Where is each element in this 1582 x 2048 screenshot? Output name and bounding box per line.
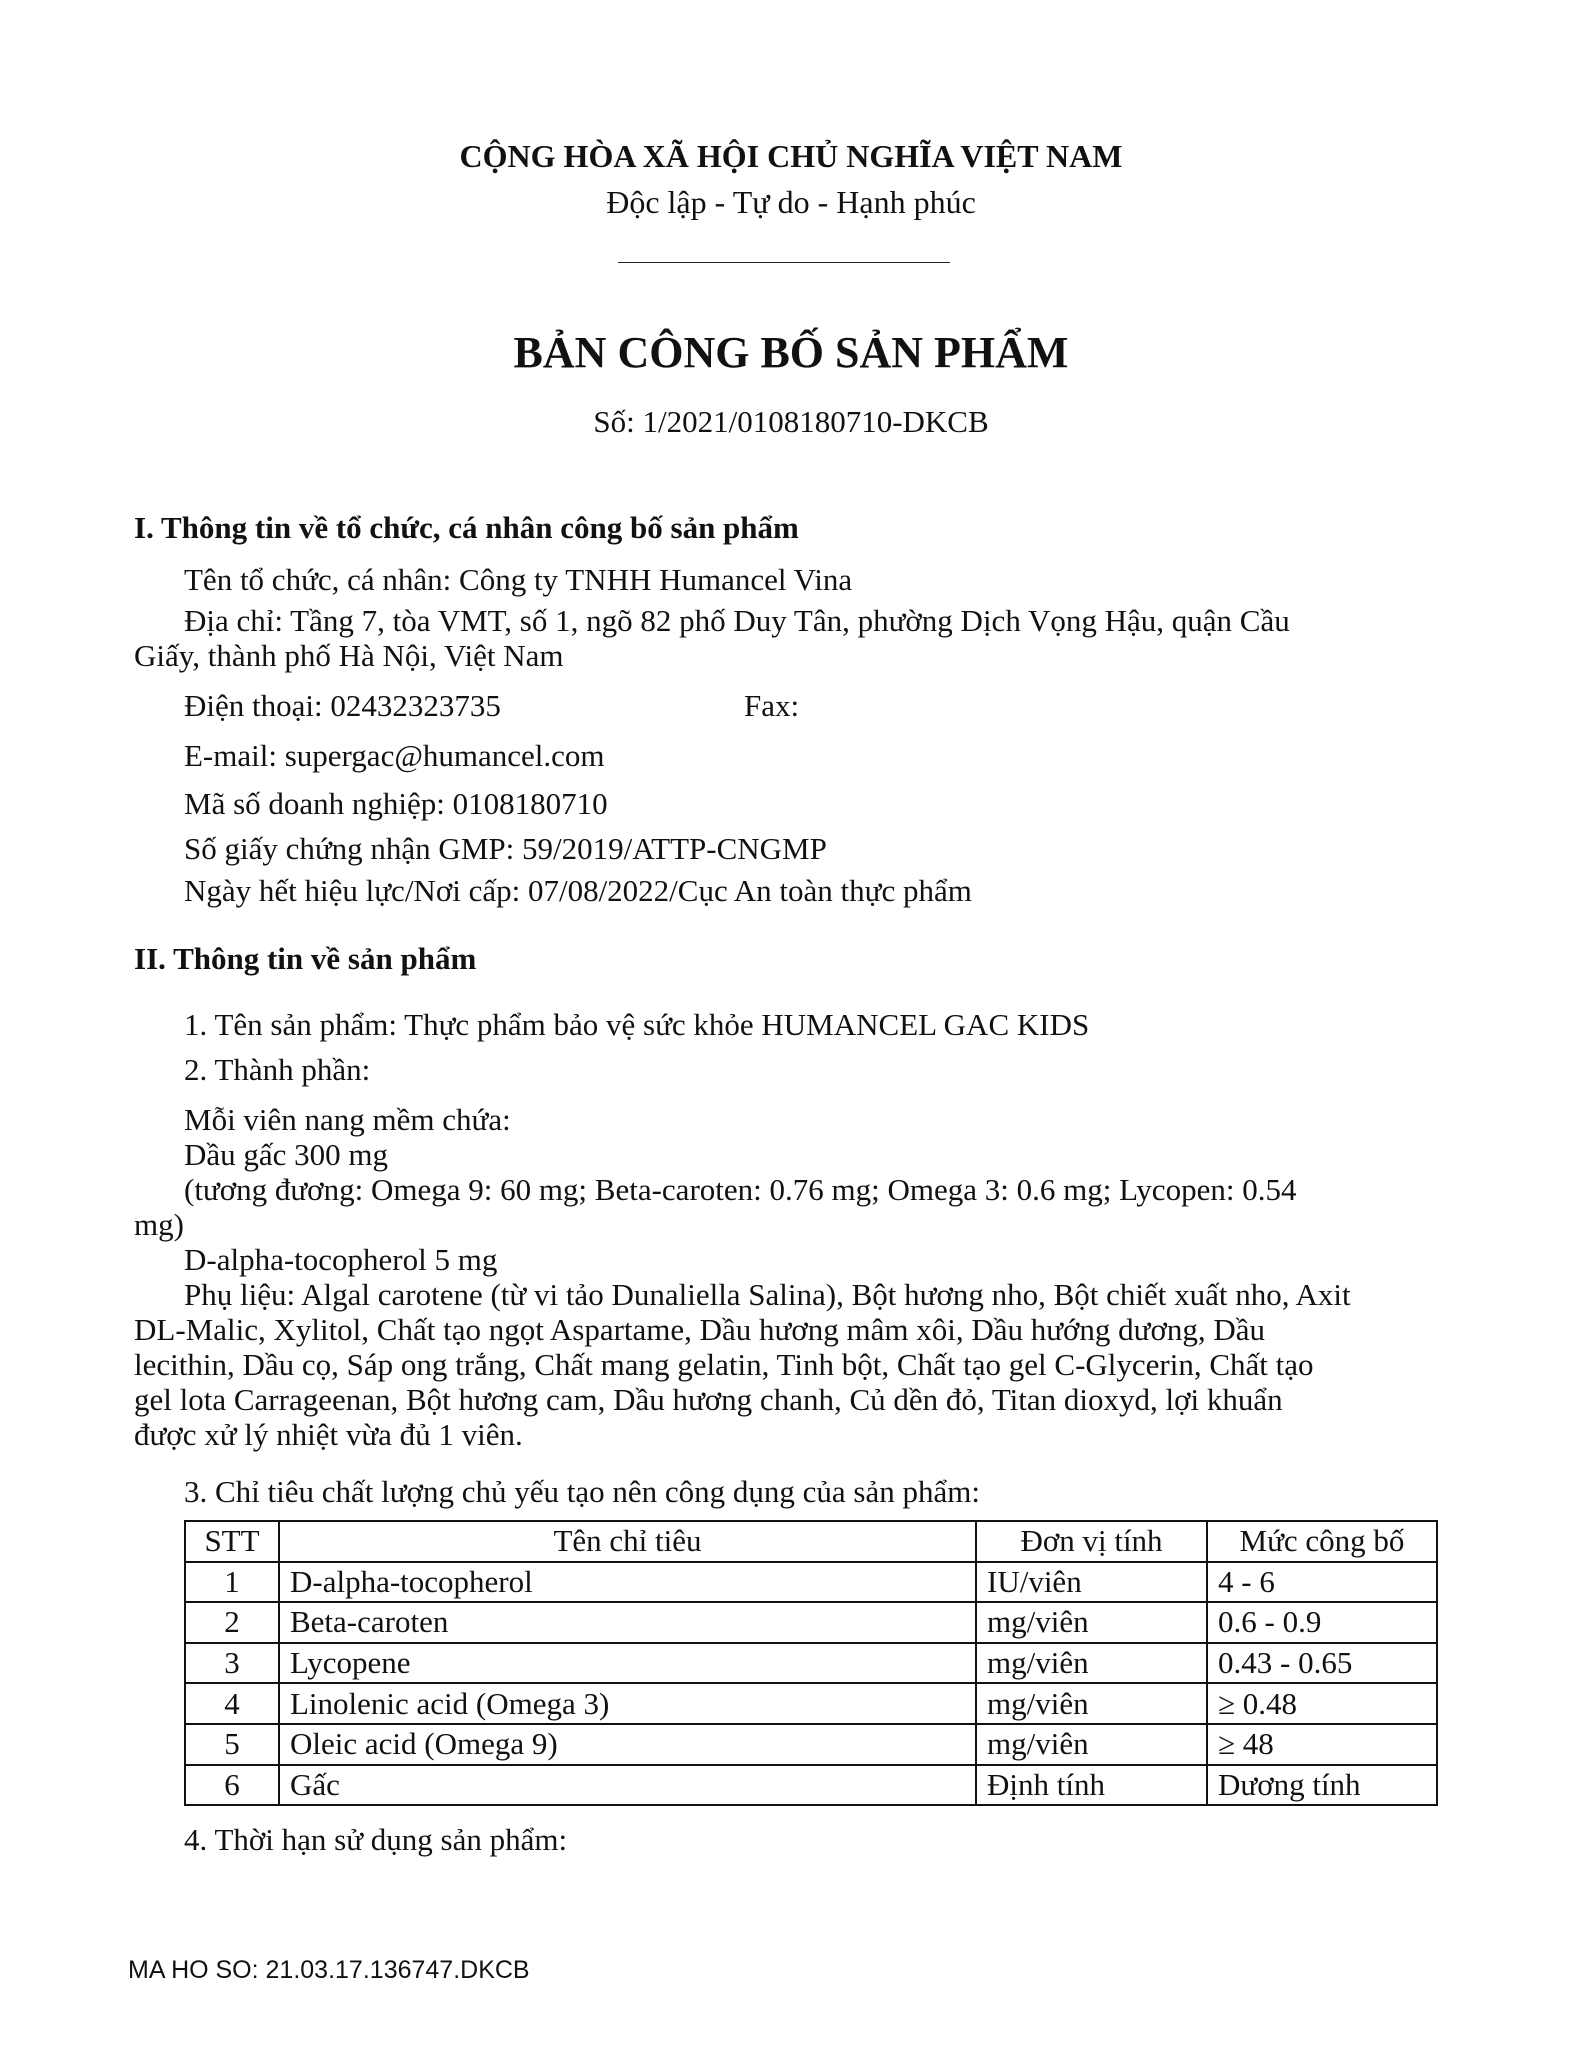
expiry-issuer: Ngày hết hiệu lực/Nơi cấp: 07/08/2022/Cục An toàn thực phẩm [184,873,972,908]
document-title: BẢN CÔNG BỐ SẢN PHẨM [513,328,1069,377]
composition-vitamin-e: D-alpha-tocopherol 5 mg [184,1242,498,1277]
cell-level: ≥ 48 [1207,1724,1437,1765]
cell-criterion: Beta-caroten [279,1602,976,1643]
table-row [185,1724,1437,1765]
cell-stt: 3 [185,1643,279,1684]
address-line2: Giấy, thành phố Hà Nội, Việt Nam [134,638,564,673]
cell-criterion: Lycopene [279,1643,976,1684]
cell-level: 4 - 6 [1207,1562,1437,1603]
cell-criterion: D-alpha-tocopherol [279,1562,976,1603]
cell-unit: mg/viên [976,1724,1207,1765]
document-number: Số: 1/2021/0108180710-DKCB [593,404,989,439]
quality-criteria-table [184,1520,1438,1806]
cell-criterion: Oleic acid (Omega 9) [279,1724,976,1765]
composition-intro: Mỗi viên nang mềm chứa: [184,1102,511,1137]
excipients-line5: được xử lý nhiệt vừa đủ 1 viên. [134,1417,523,1452]
col-header-stt: STT [185,1521,279,1562]
fax: Fax: [744,688,800,723]
table-row [185,1562,1437,1603]
section1-heading: I. Thông tin về tổ chức, cá nhân công bố sản phẩm [134,510,799,545]
table-row [185,1643,1437,1684]
cell-unit: mg/viên [976,1643,1207,1684]
table-row [185,1765,1437,1806]
phone: Điện thoại: 02432323735 [184,688,501,723]
cell-level: Dương tính [1207,1765,1437,1806]
col-header-declared-level: Mức công bố [1207,1521,1437,1562]
cell-level: 0.43 - 0.65 [1207,1643,1437,1684]
cell-stt: 1 [185,1562,279,1603]
excipients-line3: lecithin, Dầu cọ, Sáp ong trắng, Chất mang gelatin, Tinh bột, Chất tạo gel C-Glycerin, Chất tạo [134,1347,1314,1382]
cell-stt: 5 [185,1724,279,1765]
business-code: Mã số doanh nghiệp: 0108180710 [184,786,608,821]
motto: Độc lập - Tự do - Hạnh phúc [606,184,976,220]
table-row [185,1602,1437,1643]
address-line1: Địa chỉ: Tầng 7, tòa VMT, số 1, ngõ 82 phố Duy Tân, phường Dịch Vọng Hậu, quận Cầu [184,603,1290,638]
col-header-criterion: Tên chỉ tiêu [279,1521,976,1562]
cell-unit: Định tính [976,1765,1207,1806]
gmp-certificate: Số giấy chứng nhận GMP: 59/2019/ATTP-CNGMP [184,831,827,866]
excipients-line4: gel lota Carrageenan, Bột hương cam, Dầu hương chanh, Củ dền đỏ, Titan dioxyd, lợi khuẩn [134,1382,1283,1417]
cell-unit: mg/viên [976,1683,1207,1724]
product-name: 1. Tên sản phẩm: Thực phẩm bảo vệ sức khỏe HUMANCEL GAC KIDS [184,1007,1090,1042]
cell-level: 0.6 - 0.9 [1207,1602,1437,1643]
cell-stt: 6 [185,1765,279,1806]
header-divider [618,262,950,263]
email: E-mail: supergac@humancel.com [184,738,605,773]
composition-gac-oil: Dầu gấc 300 mg [184,1137,389,1172]
cell-criterion: Gấc [279,1765,976,1806]
composition-label: 2. Thành phần: [184,1052,371,1087]
section2-heading: II. Thông tin về sản phẩm [134,941,477,976]
cell-unit: mg/viên [976,1602,1207,1643]
composition-equivalent-line1: (tương đương: Omega 9: 60 mg; Beta-caroten: 0.76 mg; Omega 3: 0.6 mg; Lycopen: 0.54 [184,1172,1297,1207]
shelf-life-label: 4. Thời hạn sử dụng sản phẩm: [184,1822,568,1857]
excipients-line2: DL-Malic, Xylitol, Chất tạo ngọt Aspartame, Dầu hương mâm xôi, Dầu hướng dương, Dầu [134,1312,1266,1347]
nation-heading: CỘNG HÒA XÃ HỘI CHỦ NGHĨA VIỆT NAM [459,138,1123,174]
quality-criteria-label: 3. Chỉ tiêu chất lượng chủ yếu tạo nên công dụng của sản phẩm: [184,1474,980,1509]
excipients-line1: Phụ liệu: Algal carotene (từ vi tảo Dunaliella Salina), Bột hương nho, Bột chiết xuất nho, Axit [184,1277,1351,1312]
cell-level: ≥ 0.48 [1207,1683,1437,1724]
cell-criterion: Linolenic acid (Omega 3) [279,1683,976,1724]
table-header-row [185,1521,1437,1562]
cell-stt: 2 [185,1602,279,1643]
dossier-code: MA HO SO: 21.03.17.136747.DKCB [128,1956,530,1984]
cell-unit: IU/viên [976,1562,1207,1603]
composition-equivalent-line2: mg) [134,1207,184,1242]
col-header-unit: Đơn vị tính [976,1521,1207,1562]
org-name: Tên tổ chức, cá nhân: Công ty TNHH Humancel Vina [184,562,853,597]
cell-stt: 4 [185,1683,279,1724]
table-row [185,1683,1437,1724]
